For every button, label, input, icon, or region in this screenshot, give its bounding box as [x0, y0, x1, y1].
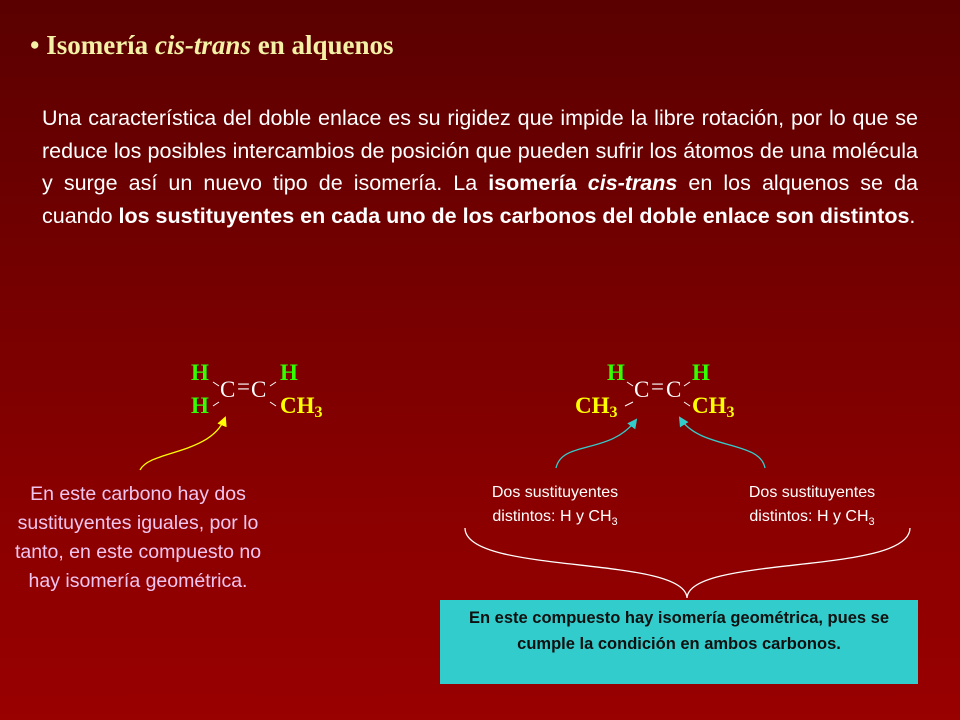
note-right-line1: Dos sustituyentes [748, 484, 876, 501]
mol-left-double-bond: = [237, 374, 250, 399]
mol-right-carbon-2: C [666, 377, 682, 402]
title-text-pre: Isomería [46, 30, 155, 60]
conclusion-box: En este compuesto hay isomería geométrica, pues se cumple la condición en ambos carbonos. [440, 600, 918, 684]
note-right [697, 481, 927, 534]
note-middle [440, 481, 670, 534]
mol-left-carbon-2: C [251, 377, 267, 402]
arrow-left [140, 418, 225, 470]
mol-left-h-top-right: H [280, 360, 298, 385]
bond-line [627, 382, 633, 386]
bond-line [213, 382, 219, 386]
molecule-right [556, 360, 765, 468]
arrow-middle [556, 420, 636, 468]
note-middle-line2: distintos: H y $CH_3$ [492, 508, 618, 529]
bond-line [270, 402, 276, 406]
title-bullet: • [30, 30, 40, 60]
note-middle-line1: Dos sustituyentes [491, 484, 619, 501]
title-text-italic: cis-trans [154, 30, 251, 60]
mol-right-carbon-1: C [634, 377, 650, 402]
mol-right-double-bond: = [651, 374, 664, 399]
molecule-left [140, 360, 323, 470]
bond-line [625, 402, 633, 406]
para-text-3: . [909, 203, 916, 228]
title-text-post: en alquenos [250, 30, 394, 60]
para-bold-2: los sustituyentes en cada uno de los carbonos del doble enlace son distintos [118, 203, 910, 228]
mol-left-carbon-1: C [220, 377, 236, 402]
mol-right-ch3-left: CH3 [575, 393, 618, 421]
note-right-line2: distintos: H y $CH_3$ [749, 508, 875, 529]
curly-brace [465, 528, 910, 598]
mol-left-ch3: CH3 [280, 393, 323, 421]
mol-right-h-top-left: H [607, 360, 625, 385]
arrow-right [680, 418, 765, 468]
para-bold-1: isomería [488, 171, 577, 195]
para-text-2: en los alquenos se da cuando [42, 171, 918, 228]
bond-line [684, 402, 690, 406]
mol-right-ch3-right: CH3 [692, 393, 735, 421]
bond-line [213, 402, 219, 406]
mol-right-h-top-right: H [692, 360, 710, 385]
para-bold-italic: cis-trans [587, 171, 678, 195]
note-left: En este carbono hay dos sustituyentes iguales, por lo tanto, en este compuesto no hay isomería geométrica. [14, 483, 262, 592]
mol-left-h-bottom-left: H [191, 393, 209, 418]
bond-line [684, 382, 690, 386]
para-text-1: Una característica del doble enlace es su rigidez que impide la libre rotación, por lo que se reduce los posibles intercambios de posición que pueden sufrir los átomos de una molécula y surge así un nuevo tipo de isomería. La [42, 106, 918, 195]
bond-line [270, 382, 276, 386]
mol-left-h-top-left: H [191, 360, 209, 385]
